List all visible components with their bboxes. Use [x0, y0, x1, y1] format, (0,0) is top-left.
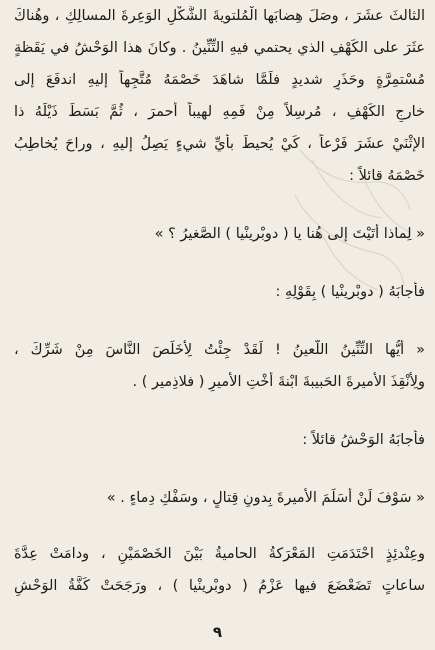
text-line-1: الثالثَ عشَرَ ، وصَلَ هِضابَها الْمُلتويةَ الشَّكْلِ الوَعِرةَ المسالِكِ ، وهُناكَ — [14, 8, 425, 24]
text-line-6: خَصْمَهُ قائلاً : — [349, 168, 425, 184]
dialogue-line-3: « سَوْفَ لَنْ أُسَلِّمَ الأَميرةَ بِدونِ قِتالٍ ، وسَفْكِ دِماءٍ . » — [106, 490, 425, 506]
text-line-5: الإثْنَيْ عشَرَ فَرْعاً ، كَيْ يُحيطَ بأيِّ شيءٍ يَصِلُ إليهِ ، وراحَ يُخاطِبُ — [14, 136, 425, 152]
dialogue-line-2b: ولِأُنْقِذَ الأَميرةَ الحَبيبةَ ابْنةَ أُخْتِ الأَميرِ ( فلاذِمير ) . — [132, 374, 425, 390]
page-number: ٩ — [212, 623, 223, 641]
dialogue-line-2a: « أيُّها التِّنِّينُ اللَّعينُ ! لَقَدْ جِئْتُ لِأُخَلِّصَ النَّاسَ مِنْ شَرِّكَ ، — [14, 342, 425, 358]
narration-line-1: فأجابَهُ ( دوبْرينْيا ) بِقَوْلِهِ : — [275, 284, 425, 300]
text-line-7: وعِنْدئِذٍ احْتَدَمَتِ المَعْرَكةُ الحاميةُ بَيْنَ الخَصْمَيْنِ ، ودامَتْ عِدَّةَ — [14, 546, 425, 562]
dialogue-line-1: « لِماذا أَتَيْتَ إلى هُنا يا ( دوبْرينْيا ) الصَّغيرُ ؟ » — [154, 226, 425, 242]
narration-line-2: فأجابَهُ الوَحْشُ قائلاً : — [302, 432, 425, 448]
text-line-2: عثَرَ على الكَهْفِ الذي يحتمي فيهِ التِّنِّينُ . وكانَ هذا الوَحْشُ في يَقَظةٍ — [14, 40, 425, 56]
text-line-3: مُسْتمِرَّةٍ وحَذَرٍ شديدٍ فلَمَّا شاهَدَ خَصْمَهُ مُتَّجِهاً إليهِ اندفَعَ إلى — [14, 72, 425, 88]
text-line-4: خارجِ الكَهْفِ ، مُرسِلاً مِنْ فَمِهِ لهيباً أحمرَ ، ثُمَّ بَسَطَ ذَيْلَهُ ذا — [14, 104, 425, 120]
text-line-8: ساعاتٍ تَضَعْضَعَ فيها عَزْمُ ( دوبْرينْيا ) ، ورَجَحَتْ كَفَّةُ الوَحْشِ — [14, 578, 425, 594]
